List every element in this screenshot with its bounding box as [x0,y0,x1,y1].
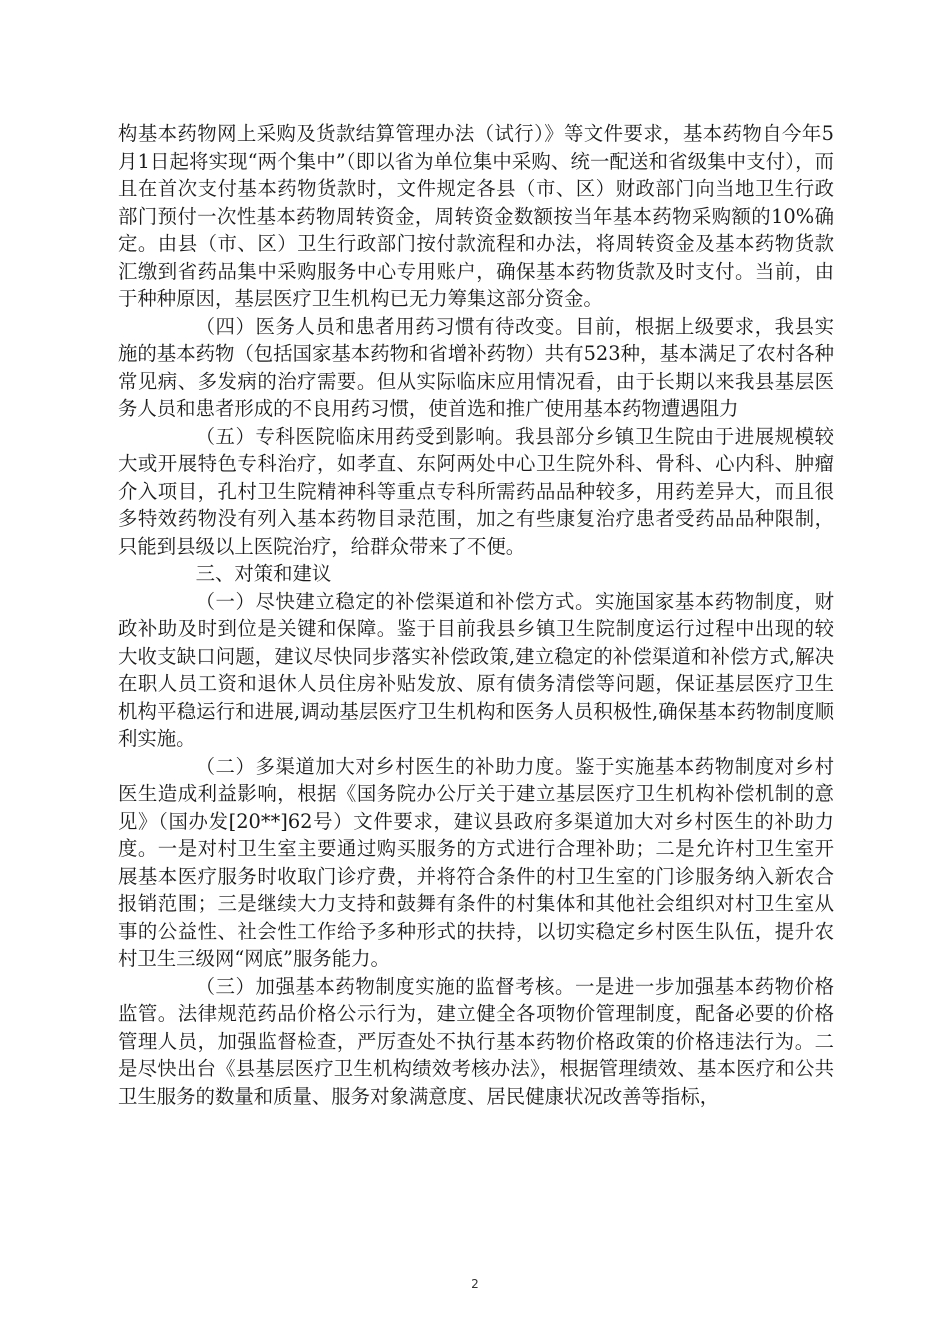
paragraph-section-4: （四）医务人员和患者用药习惯有待改变。目前，根据上级要求，我县实施的基本药物（包括国家基本药物和省增补药物）共有523种，基本满足了农村各种常见病、多发病的治疗需要。但从实际临床应用情况看，由于长期以来我县基层医务人员和患者形成的不良用药习惯，使首选和推广使用基本药物遭遇阻力 [118,314,834,420]
paragraph-measure-2: （二）多渠道加大对乡村医生的补助力度。鉴于实施基本药物制度对乡村医生造成利益影响，根据《国务院办公厅关于建立基层医疗卫生机构补偿机制的意见》（国办发[20**]62号）文件要求，建议县政府多渠道加大对乡村医生的补助力度。一是对村卫生室主要通过购买服务的方式进行合理补助；二是允许村卫生室开展基本医疗服务时收取门诊疗费，并将符合条件的村卫生室的门诊服务纳入新农合报销范围；三是继续大力支持和鼓舞有条件的村集体和其他社会组织对村卫生室从事的公益性、社会性工作给予多种形式的扶持，以切实稳定乡村医生队伍，提升农村卫生三级网“网底”服务能力。 [118,754,834,970]
section-heading: 三、对策和建议 [195,562,332,585]
paragraph-section-5: （五）专科医院临床用药受到影响。我县部分乡镇卫生院由于进展规模较大或开展特色专科治疗，如孝直、东阿两处中心卫生院外科、骨科、心内科、肿瘤介入项目，孔村卫生院精神科等重点专科所需药品品种较多，用药差异大，而且很多特效药物没有列入基本药物目录范围，加之有些康复治疗患者受药品品种限制，只能到县级以上医院治疗，给群众带来了不便。 [118,424,834,558]
paragraph-continuation: 构基本药物网上采购及货款结算管理办法（试行）》等文件要求，基本药物自今年5月1日起将实现“两个集中”（即以省为单位集中采购、统一配送和省级集中支付），而且在首次支付基本药物货款时，文件规定各县（市、区）财政部门向当地卫生行政部门预付一次性基本药物周转资金，周转资金数额按当年基本药物采购额的10%确定。由县（市、区）卫生行政部门按付款流程和办法，将周转资金及基本药物货款汇缴到省药品集中采购服务中心专用账户，确保基本药物货款及时支付。当前，由于种种原因，基层医疗卫生机构已无力筹集这部分资金。 [118,122,834,310]
paragraph-measure-1: （一）尽快建立稳定的补偿渠道和补偿方式。实施国家基本药物制度，财政补助及时到位是关键和保障。鉴于目前我县乡镇卫生院制度运行过程中出现的较大收支缺口问题，建议尽快同步落实补偿政策,建立稳定的补偿渠道和补偿方式,解决在职人员工资和退休人员住房补贴发放、原有债务清偿等问题，保证基层医疗卫生机构平稳运行和进展,调动基层医疗卫生机构和医务人员积极性,确保基本药物制度顺利实施。 [118,589,834,750]
document-body [118,120,834,1110]
page-number: 2 [471,1277,479,1291]
paragraph-measure-3: （三）加强基本药物制度实施的监督考核。一是进一步加强基本药物价格监管。法律规范药品价格公示行为，建立健全各项物价管理制度，配备必要的价格管理人员，加强监督检查，严厉查处不执行基本药物价格政策的价格违法行为。二是尽快出台《县基层医疗卫生机构绩效考核办法》，根据管理绩效、基本医疗和公共卫生服务的数量和质量、服务对象满意度、居民健康状况改善等指标， [118,974,834,1108]
